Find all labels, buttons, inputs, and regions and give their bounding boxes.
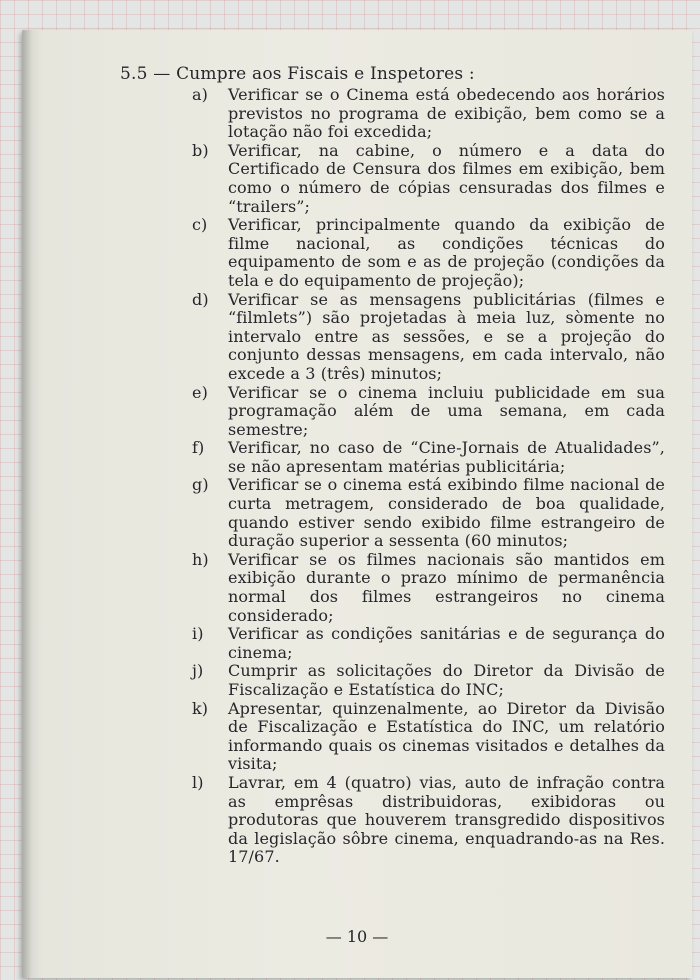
- list-item: [120, 476, 665, 550]
- item-letter: f): [192, 438, 205, 458]
- list-item: [120, 216, 665, 290]
- item-letter: c): [192, 215, 208, 235]
- item-text: Verificar se as mensagens publicitárias (filmes e “filmlets”) são projetadas à meia luz, sòmente no intervalo entre as sessões, e se a projeção do conjunto dessas mensagens, em cada intervalo, não excede a 3 (três) minutos;: [228, 289, 665, 383]
- page-content: [120, 64, 665, 867]
- list-item: [120, 551, 665, 625]
- item-letter: k): [192, 698, 209, 718]
- list-item: [120, 439, 665, 476]
- list-item: [120, 86, 665, 142]
- item-letter: i): [192, 624, 204, 644]
- item-letter: g): [192, 475, 209, 495]
- item-text: Verificar, no caso de “Cine-Jornais de Atualidades”, se não apresentam matérias publicitária;: [228, 438, 665, 476]
- list-item: [120, 700, 665, 774]
- item-text: Apresentar, quinzenalmente, ao Diretor da Divisão de Fiscalização e Estatística do INC, um relatório informando quais os cinemas visitados e detalhes da visita;: [228, 698, 665, 774]
- list-item: [120, 662, 665, 699]
- list-item: [120, 384, 665, 440]
- list-item: [120, 625, 665, 662]
- page-crease: [22, 30, 32, 978]
- section-number: 5.5: [120, 64, 148, 84]
- item-letter: e): [192, 382, 208, 402]
- obligations-list: [120, 86, 665, 867]
- item-letter: h): [192, 549, 209, 569]
- item-letter: d): [192, 289, 209, 309]
- item-text: Verificar se os filmes nacionais são mantidos em exibição durante o prazo mínimo de permanência normal dos filmes estrangeiros no cinema considerado;: [228, 549, 665, 625]
- list-item: [120, 291, 665, 384]
- section-title: Cumpre aos Fiscais e Inspetores :: [176, 64, 475, 84]
- item-letter: a): [192, 85, 208, 104]
- section-heading: [120, 64, 665, 84]
- list-item: [120, 774, 665, 867]
- item-text: Verificar se o Cinema está obedecendo aos horários previstos no programa de exibição, bem como se a lotação não foi excedida;: [228, 85, 665, 142]
- item-letter: b): [192, 140, 209, 160]
- item-text: Verificar, principalmente quando da exibição de filme nacional, as condições técnicas do equipamento de som e as de projeção (condições da tela e do equipamento de projeção);: [228, 215, 665, 290]
- item-text: Lavrar, em 4 (quatro) vias, auto de infração contra as emprêsas distribuidoras, exibidoras ou produtoras que houverem transgredido dispositivos da legislação sôbre cinema, enquadrando-as na Res. 17/67.: [228, 772, 665, 867]
- list-item: [120, 142, 665, 216]
- item-text: Verificar se o cinema incluiu publicidade em sua programação além de uma semana, em cada semestre;: [228, 382, 665, 439]
- page-number: — 10 —: [325, 927, 389, 946]
- section-dash: —: [153, 64, 171, 84]
- item-letter: j): [192, 661, 204, 681]
- item-text: Cumprir as solicitações do Diretor da Divisão de Fiscalização e Estatística do INC;: [228, 661, 665, 699]
- item-text: Verificar se o cinema está exibindo filme nacional de curta metragem, considerado de boa qualidade, quando estiver sendo exibido filme estrangeiro de duração superior a sessenta (60 minutos;: [228, 475, 665, 551]
- item-text: Verificar, na cabine, o número e a data do Certificado de Censura dos filmes em exibição, bem como o número de cópias censuradas dos filmes e “trailers”;: [228, 140, 665, 216]
- item-text: Verificar as condições sanitárias e de segurança do cinema;: [228, 624, 665, 662]
- item-letter: l): [192, 772, 204, 792]
- document-page: [22, 30, 692, 978]
